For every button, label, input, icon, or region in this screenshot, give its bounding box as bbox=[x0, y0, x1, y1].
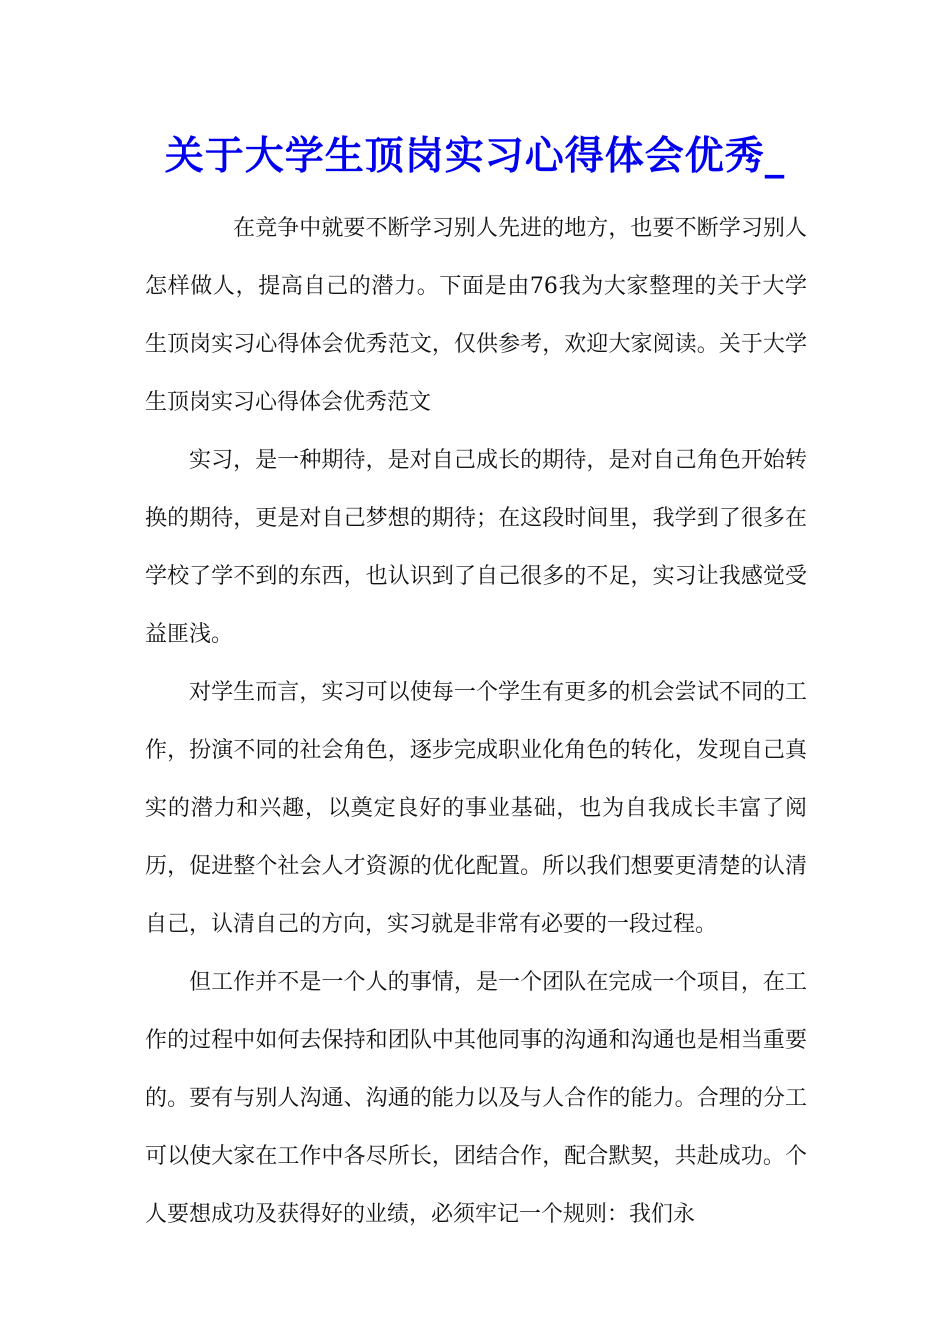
document-title: 关于大学生顶岗实习心得体会优秀_ bbox=[164, 133, 786, 179]
paragraph-internship-expectation: 实习，是一种期待，是对自己成长的期待，是对自己角色开始转换的期待，更是对自己梦想的期待；在这段时间里，我学到了很多在学校了学不到的东西，也认识到了自己很多的不足，实习让我感觉受益匪浅。 bbox=[145, 448, 807, 647]
document-body bbox=[145, 200, 807, 1244]
paragraph-student-benefits: 对学生而言，实习可以使每一个学生有更多的机会尝试不同的工作，扮演不同的社会角色，逐步完成职业化角色的转化，发现自己真实的潜力和兴趣，以奠定良好的事业基础，也为自我成长丰富了阅历，促进整个社会人才资源的优化配置。所以我们想要更清楚的认清自己，认清自己的方向，实习就是非常有必要的一段过程。 bbox=[145, 680, 807, 937]
paragraph-teamwork: 但工作并不是一个人的事情，是一个团队在完成一个项目，在工作的过程中如何去保持和团队中其他同事的沟通和沟通也是相当重要的。要有与别人沟通、沟通的能力以及与人合作的能力。合理的分工可以使大家在工作中各尽所长，团结合作，配合默契，共赴成功。个人要想成功及获得好的业绩，必须牢记一个规则：我们永 bbox=[145, 970, 807, 1227]
paragraph-intro: 在竞争中就要不断学习别人先进的地方，也要不断学习别人怎样做人，提高自己的潜力。下面是由76我为大家整理的关于大学生顶岗实习心得体会优秀范文，仅供参考，欢迎大家阅读。关于大学生顶岗实习心得体会优秀范文 bbox=[145, 216, 807, 415]
